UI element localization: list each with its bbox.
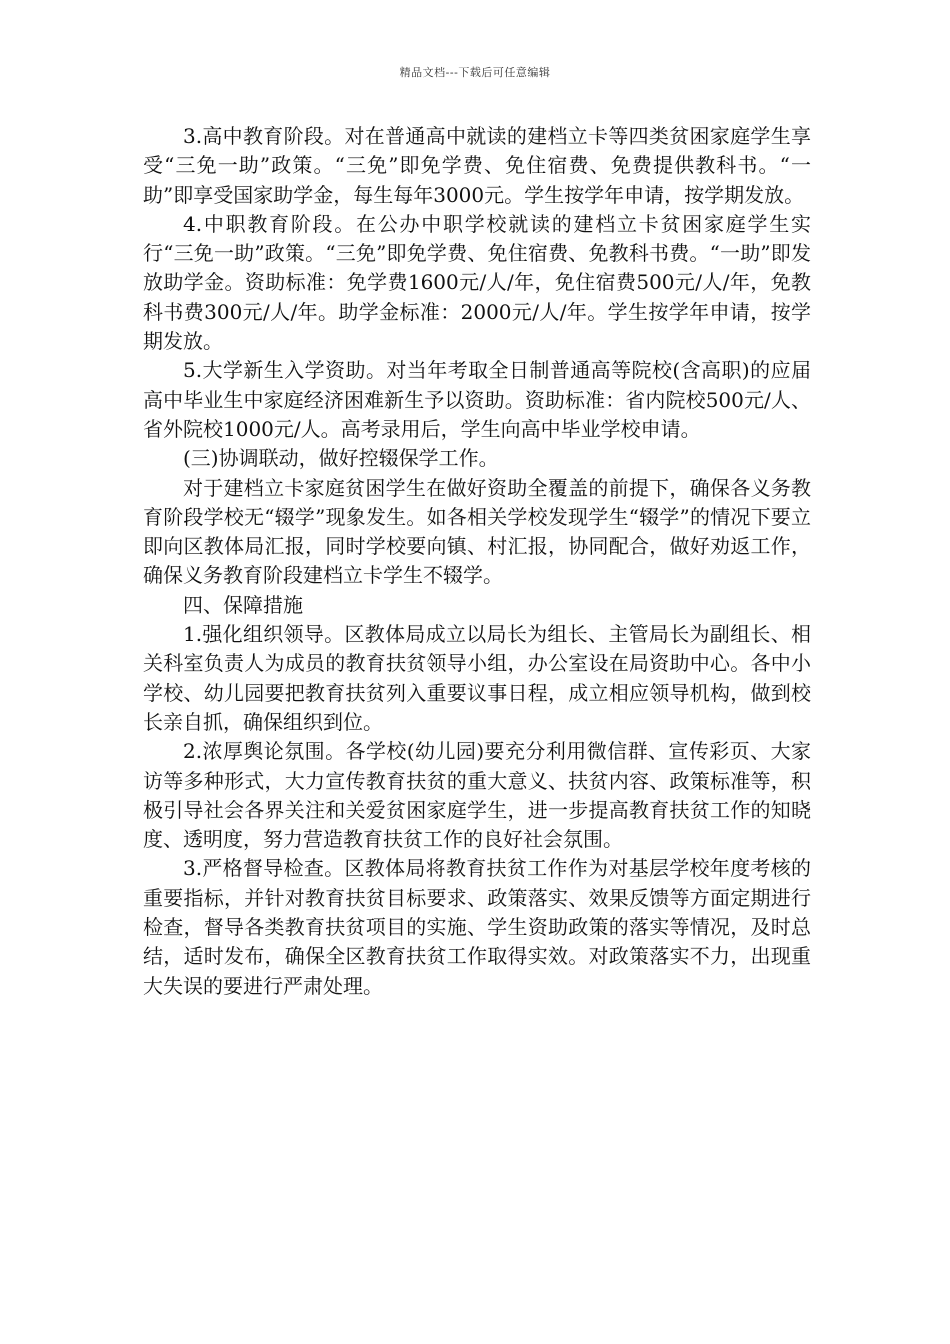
paragraph-dropout-control: 对于建档立卡家庭贫困学生在做好资助全覆盖的前提下，确保各义务教育阶段学校无“辍学”现象发生。如各相关学校发现学生“辍学”的情况下要立即向区教体局汇报，同时学校要向镇、村汇报，协同配合，做好劝返工作，确保义务教育阶段建档立卡学生不辍学。 (143, 475, 811, 588)
document-body (143, 122, 811, 1001)
paragraph-high-school: 3.高中教育阶段。对在普通高中就读的建档立卡等四类贫困家庭学生享受“三免一助”政策。“三免”即免学费、免住宿费、免费提供教科书。“一助”即享受国家助学金，每生每年3000元。学生按学年申请，按学期发放。 (143, 124, 811, 207)
section-heading-coordination: (三)协调联动，做好控辍保学工作。 (183, 446, 499, 471)
section-heading-safeguards: 四、保障措施 (183, 592, 303, 617)
page-header: 精品文档---下载后可任意编辑 (399, 66, 551, 79)
paragraph-inspection: 3.严格督导检查。区教体局将教育扶贫工作作为对基层学校年度考核的重要指标，并针对教育扶贫目标要求、政策落实、效果反馈等方面定期进行检查，督导各类教育扶贫项目的实施、学生资助政策的落实等情况，及时总结，适时发布，确保全区教育扶贫工作取得实效。对政策落实不力，出现重大失误的要进行严肃处理。 (143, 856, 811, 998)
paragraph-publicity: 2.浓厚舆论氛围。各学校(幼儿园)要充分利用微信群、宣传彩页、大家访等多种形式，大力宣传教育扶贫的重大意义、扶贫内容、政策标准等，积极引导社会各界关注和关爱贫困家庭学生，进一步提高教育扶贫工作的知晓度、透明度，努力营造教育扶贫工作的良好社会氛围。 (143, 739, 811, 852)
paragraph-university: 5.大学新生入学资助。对当年考取全日制普通高等院校(含高职)的应届高中毕业生中家庭经济困难新生予以资助。资助标准：省内院校500元/人、省外院校1000元/人。高考录用后，学生向高中毕业学校申请。 (143, 358, 811, 441)
paragraph-leadership: 1.强化组织领导。区教体局成立以局长为组长、主管局长为副组长、相关科室负责人为成员的教育扶贫领导小组，办公室设在局资助中心。各中小学校、幼儿园要把教育扶贫列入重要议事日程，成立相应领导机构，做到校长亲自抓，确保组织到位。 (143, 622, 811, 734)
paragraph-vocational: 4.中职教育阶段。在公办中职学校就读的建档立卡贫困家庭学生实行“三免一助”政策。“三免”即免学费、免住宿费、免教科书费。“一助”即发放助学金。资助标准：免学费1600元/人/年，免住宿费500元/人/年，免教科书费300元/人/年。助学金标准：2000元/人/年。学生按学年申请，按学期发放。 (143, 211, 811, 354)
